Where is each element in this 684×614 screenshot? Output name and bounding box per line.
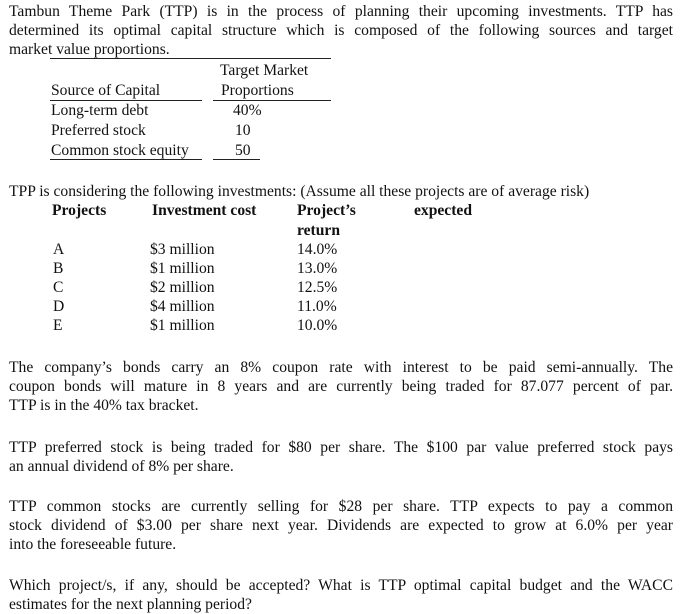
project-label: E [53, 317, 63, 334]
project-label: A [53, 241, 65, 258]
intro-paragraph [9, 2, 673, 59]
bonds-line-3: TTP is in the 40% tax bracket. [9, 397, 199, 414]
project-cost: $4 million [150, 298, 215, 315]
project-label: C [53, 279, 64, 296]
table-bottom-rule-source [50, 159, 202, 160]
header-projects: Projects [52, 202, 107, 219]
preferred-line-2: an annual dividend of 8% per share. [9, 458, 234, 475]
preferred-stock-paragraph [9, 438, 673, 476]
question-line-2: estimates for the next planning period? [9, 596, 252, 613]
header-investment-cost: Investment cost [152, 202, 257, 219]
table-bottom-rule-proportions [213, 159, 260, 160]
project-cost: $2 million [150, 279, 215, 296]
capital-row-proportion: 50 [235, 142, 251, 159]
common-line-3: into the foreseeable future. [9, 536, 177, 553]
project-label: B [53, 260, 64, 277]
project-label: D [53, 298, 65, 315]
header-proportions: Proportions [221, 82, 294, 99]
project-return: 13.0% [297, 260, 338, 277]
project-cost: $1 million [150, 260, 215, 277]
common-stock-paragraph [9, 497, 673, 554]
intro-line-3: market value proportions. [9, 41, 170, 58]
project-return: 12.5% [297, 279, 338, 296]
intro-line-1: Tambun Theme Park (TTP) is in the process of planning their upcoming investments. TTP has [9, 3, 673, 20]
bonds-line-1: The company’s bonds carry an 8% coupon rate with interest to be paid semi-annually. The [9, 359, 673, 376]
header-source-of-capital: Source of Capital [51, 82, 161, 99]
intro-line-2: determined its optimal capital structure which is composed of the following sources and target [9, 22, 673, 39]
header-target-market: Target Market [220, 62, 309, 79]
bonds-paragraph [9, 358, 673, 415]
project-cost: $1 million [150, 317, 215, 334]
capital-row-source: Preferred stock [51, 122, 146, 139]
preferred-line-1: TTP preferred stock is being traded for $80 per share. The $100 par value preferred stock pays [9, 439, 673, 456]
capital-row-source: Long-term debt [51, 102, 149, 119]
investments-intro: TPP is considering the following investments: (Assume all these projects are of average risk) [9, 183, 590, 200]
header-rule-proportions [213, 100, 331, 101]
question-paragraph [9, 576, 673, 614]
project-cost: $3 million [150, 241, 215, 258]
capital-row-proportion: 10 [235, 122, 251, 139]
bonds-line-2: coupon bonds will mature in 8 years and are currently being traded for 87.077 percent of par. [9, 378, 673, 395]
header-projects-return: Project’s [297, 202, 356, 219]
project-return: 14.0% [297, 241, 338, 258]
question-line-1: Which project/s, if any, should be accepted? What is TTP optimal capital budget and the WACC [9, 577, 673, 594]
common-line-1: TTP common stocks are currently selling for $28 per share. TTP expects to pay a common [9, 498, 673, 515]
common-line-2: stock dividend of $3.00 per share next year. Dividends are expected to grow at 6.0% per year [9, 517, 673, 534]
header-expected: expected [414, 202, 473, 219]
table-top-rule [50, 58, 331, 59]
capital-row-source: Common stock equity [51, 142, 189, 159]
capital-row-proportion: 40% [233, 102, 262, 119]
header-return: return [297, 222, 341, 239]
project-return: 11.0% [297, 298, 337, 315]
project-return: 10.0% [297, 317, 338, 334]
